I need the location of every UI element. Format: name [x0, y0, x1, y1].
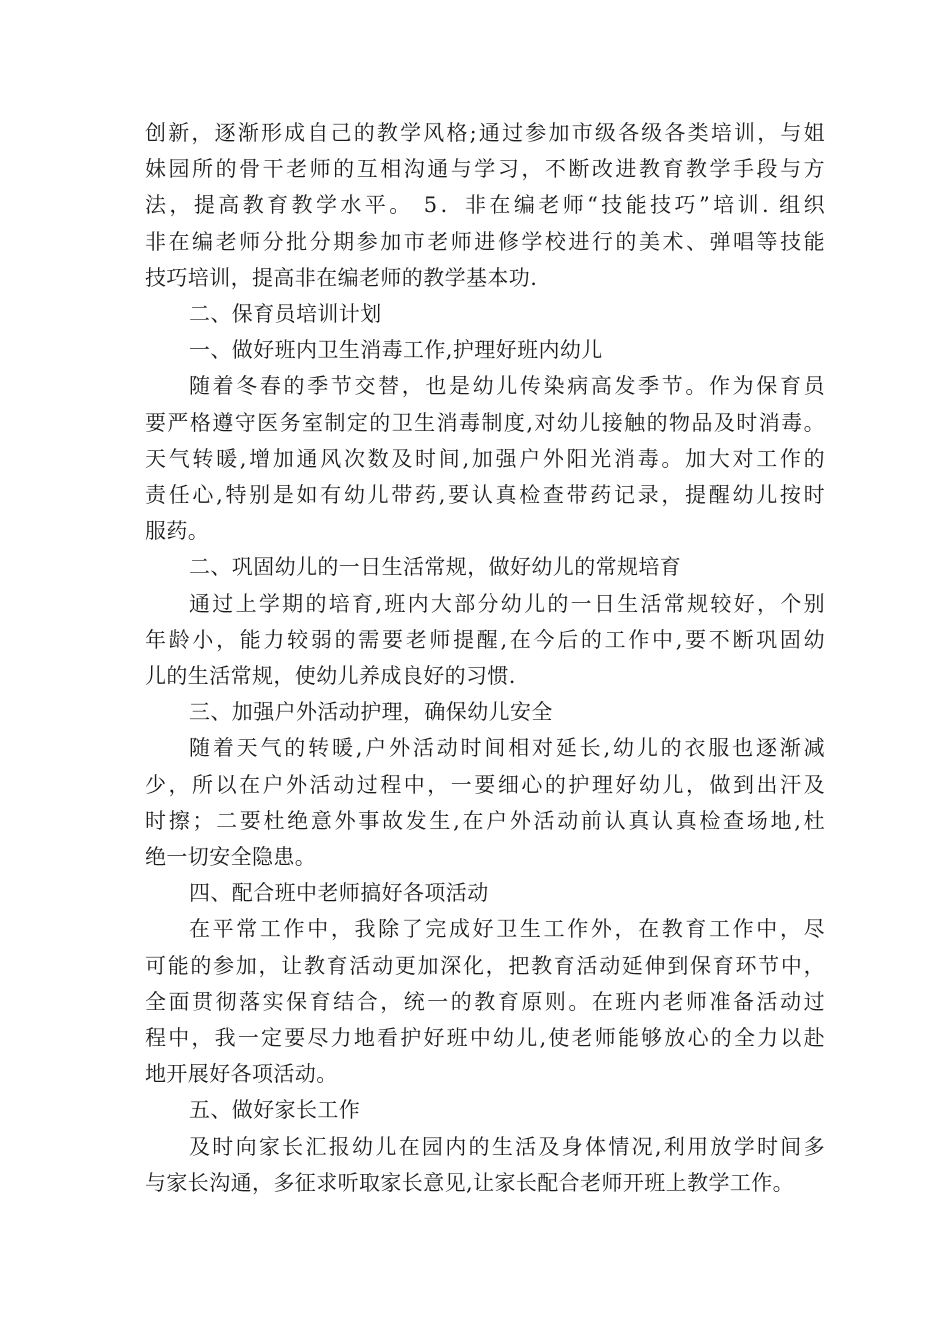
section-heading	[145, 549, 825, 585]
text-line: 年龄小，能力较弱的需要老师提醒,在今后的工作中,要不断巩固幼	[145, 627, 825, 652]
text-line: 地开展好各项活动。	[145, 1062, 338, 1087]
text-line: 全面贯彻落实保育结合，统一的教育原则。在班内老师准备活动过	[145, 989, 825, 1014]
body-paragraph	[145, 911, 825, 1092]
document-page	[145, 115, 825, 1201]
text-line: 非在编老师分批分期参加市老师进修学校进行的美术、弹唱等技能	[145, 229, 825, 254]
body-paragraph	[145, 115, 825, 296]
text-line: 天气转暖,增加通风次数及时间,加强户外阳光消毒。加大对工作的	[145, 446, 825, 471]
body-paragraph	[145, 586, 825, 695]
text-line: 创新，逐渐形成自己的教学风格;通过参加市级各级各类培训，与姐	[145, 121, 825, 145]
text-line: 一、做好班内卫生消毒工作,护理好班内幼儿	[189, 338, 603, 363]
text-line: 要严格遵守医务室制定的卫生消毒制度,对幼儿接触的物品及时消毒。	[145, 410, 825, 435]
text-line: 四、配合班中老师搞好各项活动	[189, 881, 489, 906]
section-heading	[145, 1092, 825, 1128]
text-line: 儿的生活常规，使幼儿养成良好的习惯.	[145, 664, 516, 689]
body-paragraph	[145, 368, 825, 549]
section-heading	[145, 875, 825, 911]
section-heading	[145, 332, 825, 368]
text-line: 责任心,特别是如有幼儿带药,要认真检查带药记录，提醒幼儿按时	[145, 483, 825, 508]
text-line: 在平常工作中，我除了完成好卫生工作外，在教育工作中，尽	[189, 917, 825, 942]
section-heading	[145, 694, 825, 730]
text-line: 绝一切安全隐患。	[145, 845, 317, 870]
body-paragraph	[145, 730, 825, 875]
text-line: 三、加强户外活动护理，确保幼儿安全	[189, 700, 553, 725]
text-line: 随着天气的转暖,户外活动时间相对延长,幼儿的衣服也逐渐减	[189, 736, 825, 761]
text-line: 二、保育员培训计划	[189, 302, 382, 327]
text-line: 五、做好家长工作	[189, 1098, 361, 1123]
text-line: 法，提高教育教学水平。 5．非在编老师“技能技巧”培训. 组织	[145, 193, 825, 218]
text-line: 妹园所的骨干老师的互相沟通与学习，不断改进教育教学手段与方	[145, 157, 825, 182]
text-line: 通过上学期的培育,班内大部分幼儿的一日生活常规较好，个别	[189, 591, 825, 616]
text-line: 服药。	[145, 519, 210, 544]
text-line: 时擦；二要杜绝意外事故发生,在户外活动前认真认真检查场地,杜	[145, 808, 825, 833]
text-line: 及时向家长汇报幼儿在园内的生活及身体情况,利用放学时间多	[189, 1134, 825, 1159]
text-line: 程中，我一定要尽力地看护好班中幼儿,使老师能够放心的全力以赴	[145, 1026, 825, 1051]
text-line: 与家长沟通，多征求听取家长意见,让家长配合老师开班上教学工作。	[145, 1170, 795, 1195]
text-line: 可能的参加，让教育活动更加深化，把教育活动延伸到保育环节中，	[145, 953, 825, 978]
text-line: 技巧培训，提高非在编老师的教学基本功.	[145, 265, 538, 290]
text-line: 二、巩固幼儿的一日生活常规，做好幼儿的常规培育	[189, 555, 682, 580]
body-paragraph	[145, 1129, 825, 1201]
section-heading	[145, 296, 825, 332]
text-line: 随着冬春的季节交替，也是幼儿传染病高发季节。作为保育员	[189, 374, 825, 399]
text-line: 少，所以在户外活动过程中，一要细心的护理好幼儿，做到出汗及	[145, 772, 825, 797]
